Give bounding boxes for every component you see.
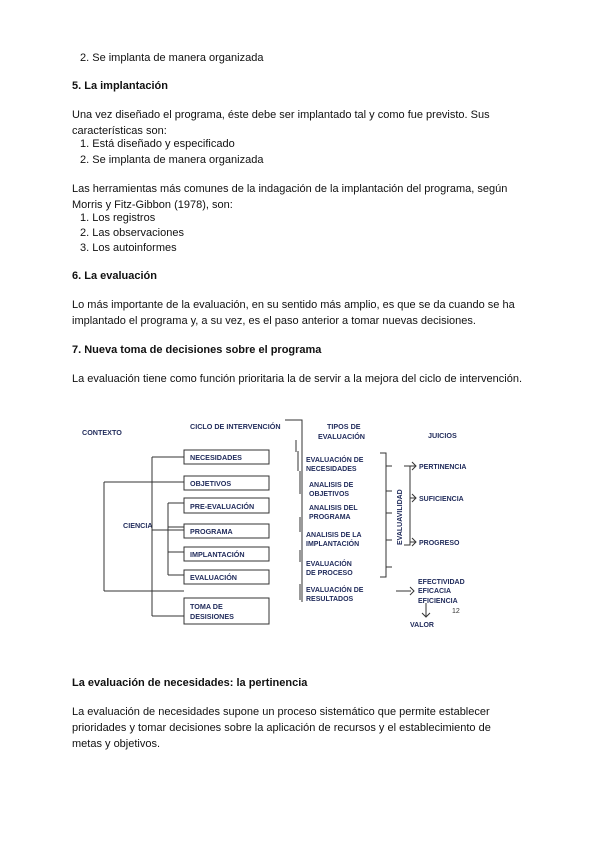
- list-item: 1. Está diseñado y especificado: [80, 138, 235, 150]
- diagram-eval-type: OBJETIVOS: [309, 491, 350, 498]
- diagram-box-evaluacion: EVALUACIÓN: [190, 573, 237, 582]
- diagram-eval-type: IMPLANTACIÓN: [306, 541, 360, 548]
- diagram-eval-type: NECESIDADES: [306, 466, 357, 473]
- diagram-label-contexto: CONTEXTO: [82, 428, 122, 437]
- paragraph: La evaluación de necesidades supone un proceso sistemático que permite establecer prioridades y tomar decisiones sobre la aplicación de recursos y el establecimiento de metas y objetivos.: [72, 706, 491, 750]
- list-item: 2. Se implanta de manera organizada: [80, 154, 264, 166]
- diagram-box-programa: PROGRAMA: [190, 527, 233, 536]
- diagram-label-ciencia: CIENCIA: [123, 521, 153, 530]
- paragraph: La evaluación tiene como función prioritaria la de servir a la mejora del ciclo de intervención.: [72, 373, 523, 385]
- diagram-eval-type: ANALISIS DE LA: [306, 532, 362, 539]
- diagram-judgment: PERTINENCIA: [419, 464, 467, 471]
- diagram-eval-type: EVALUACIÓN DE: [306, 587, 364, 594]
- diagram-box-toma-decisiones: TOMA DE: [190, 602, 223, 611]
- list-item: 2. Las observaciones: [80, 227, 184, 239]
- diagram-box-necesidades: NECESIDADES: [190, 453, 242, 462]
- section-heading-nueva-toma: 7. Nueva toma de decisiones sobre el programa: [72, 344, 322, 356]
- section-heading-pertinencia: La evaluación de necesidades: la pertinencia: [72, 677, 308, 689]
- diagram-box-pre-evaluacion: PRE-EVALUACIÓN: [190, 502, 255, 511]
- diagram-page-number: 12: [452, 608, 460, 615]
- paragraph: Las herramientas más comunes de la indagación de la implantación del programa, según Morris y Fitz-Gibbon (1978), son:: [72, 183, 508, 211]
- diagram-eval-type: RESULTADOS: [306, 596, 354, 603]
- diagram-label-juicios: JUICIOS: [428, 431, 457, 440]
- diagram-label-ciclo: CICLO DE INTERVENCIÓN: [190, 422, 281, 431]
- diagram-outcome: EFICIENCIA: [418, 598, 458, 605]
- diagram-eval-type: PROGRAMA: [309, 514, 351, 521]
- paragraph: Lo más importante de la evaluación, en su sentido más amplio, es que se da cuando se ha implantado el programa y, a su vez, es el paso anterior a tomar nuevas decisiones.: [72, 299, 515, 327]
- diagram-box-toma-decisiones: DESISIONES: [190, 612, 234, 621]
- diagram-judgment: SUFICIENCIA: [419, 496, 464, 503]
- diagram-eval-type: EVALUACIÓN: [306, 561, 352, 568]
- diagram-label-tipos: TIPOS DE: [327, 422, 361, 431]
- section-heading-evaluacion: 6. La evaluación: [72, 270, 157, 282]
- list-item: 1. Los registros: [80, 212, 156, 224]
- section-heading-implantacion: 5. La implantación: [72, 80, 168, 92]
- diagram-label-tipos: EVALUACIÓN: [318, 432, 365, 441]
- diagram-judgment: PROGRESO: [419, 540, 460, 547]
- diagram-outcome: EFICACIA: [418, 588, 452, 595]
- diagram-label-evaluabilidad: EVALUAVILIDAD: [397, 489, 404, 545]
- list-item: 3. Los autoinformes: [80, 242, 177, 254]
- diagram-eval-type: DE PROCESO: [306, 570, 353, 577]
- list-item: 2. Se implanta de manera organizada: [80, 52, 264, 64]
- diagram-label-valor: VALOR: [410, 622, 434, 629]
- paragraph: Una vez diseñado el programa, éste debe ser implantado tal y como fue previsto. Sus características son:: [72, 109, 490, 137]
- diagram-box-implantacion: IMPLANTACIÓN: [190, 550, 245, 559]
- diagram-eval-type: EVALUACIÓN DE: [306, 457, 364, 464]
- diagram-outcome: EFECTIVIDAD: [418, 579, 465, 586]
- diagram-box-objetivos: OBJETIVOS: [190, 479, 232, 488]
- diagram-eval-type: ANALISIS DEL: [309, 505, 358, 512]
- diagram-eval-type: ANALISIS DE: [309, 482, 354, 489]
